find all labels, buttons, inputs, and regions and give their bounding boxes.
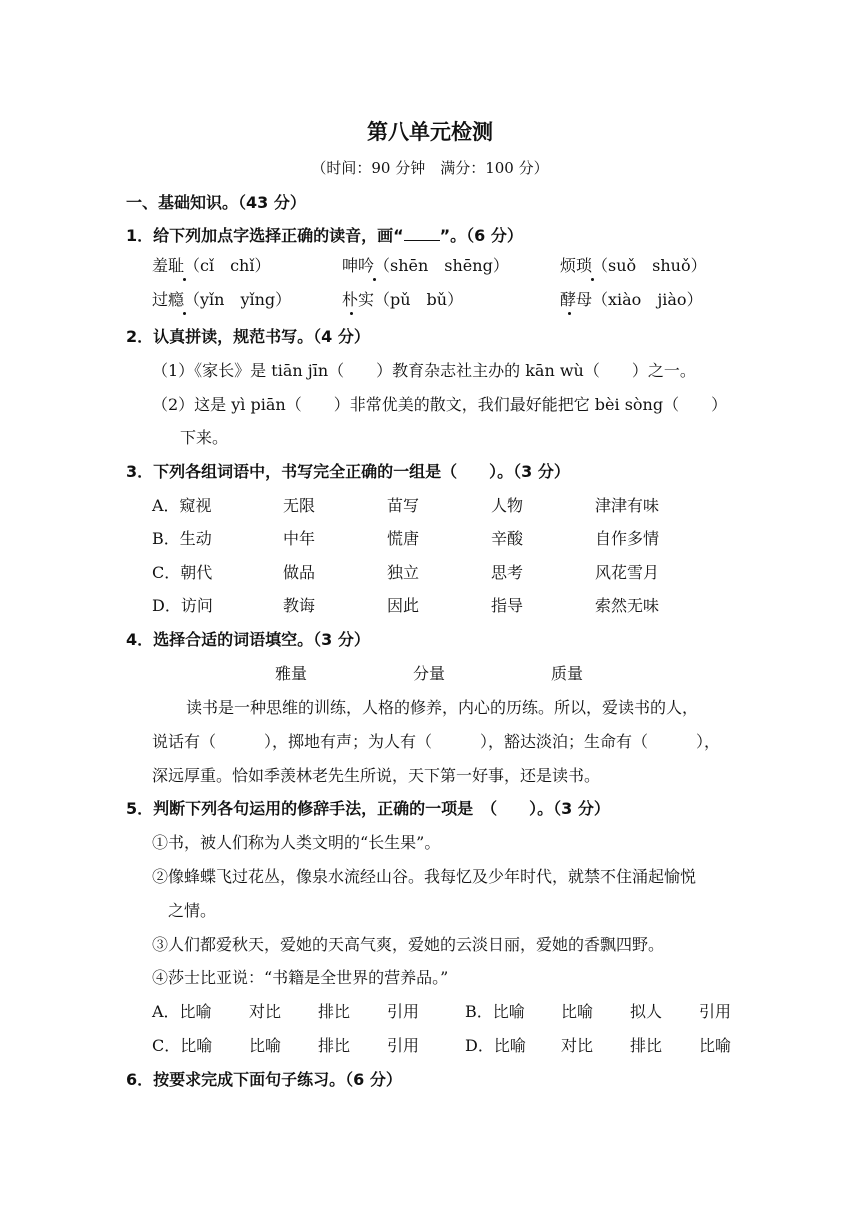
- passage-line: 读书是一种思维的训练，人格的修养，内心的历练。所以，爱读书的人，: [186, 698, 699, 717]
- word-cell: A．窥视: [152, 496, 212, 515]
- pinyin-item: 酵母（xiào jiào）: [560, 290, 703, 309]
- passage-line: 深远厚重。恰如季羡林老先生所说，天下第一好事，还是读书。: [152, 766, 601, 785]
- word-choice: 雅量: [275, 664, 308, 683]
- option-cell: 排比: [318, 1036, 351, 1055]
- question-4-stem: 4．选择合适的词语填空。（3 分）: [126, 630, 370, 649]
- word-cell: 中年: [283, 529, 316, 548]
- passage-line: 说话有（ ），掷地有声；为人有（ ），豁达淡泊；生命有（ ），: [152, 732, 721, 751]
- sentence-4: ④莎士比亚说：“书籍是全世界的营养品。”: [152, 968, 449, 987]
- option-cell: 引用: [387, 1002, 420, 1021]
- word-cell: 人物: [491, 496, 524, 515]
- sentence-2-cont: 之情。: [168, 901, 217, 920]
- question-5-stem: 5．判断下列各句运用的修辞手法，正确的一项是 （ ）。（3 分）: [126, 799, 610, 818]
- pinyin-item: 过瘾（yǐn yǐng）: [152, 290, 292, 309]
- word-cell: 风花雪月: [595, 563, 660, 582]
- option-cell: 引用: [387, 1036, 420, 1055]
- word-cell: 无限: [283, 496, 316, 515]
- emphasis-dot: [183, 312, 186, 315]
- word-cell: 教诲: [283, 596, 316, 615]
- question-1-stem-end: ”。（6 分）: [439, 226, 523, 245]
- question-2-line-2: （2）这是 yì piān（ ）非常优美的散文，我们最好能把它 bèi sòng（ ）: [152, 395, 728, 414]
- question-1-stem: [126, 226, 523, 246]
- question-2-line-1: （1）《家长》是 tiān jīn（ ）教育杂志社主办的 kān wù（ ）之一。: [152, 361, 696, 380]
- word-cell: 索然无味: [595, 596, 660, 615]
- question-2-stem: 2．认真拼读，规范书写。（4 分）: [126, 327, 370, 346]
- option-cell: 对比: [561, 1036, 594, 1055]
- section-heading-basics: 一、基础知识。（43 分）: [126, 193, 306, 212]
- question-6-stem: 6．按要求完成下面句子练习。（6 分）: [126, 1070, 402, 1089]
- word-cell: 苗写: [387, 496, 420, 515]
- option-cell: 拟人: [630, 1002, 663, 1021]
- word-cell: C．朝代: [152, 563, 213, 582]
- word-cell: 辛酸: [491, 529, 524, 548]
- word-choice: 质量: [551, 664, 584, 683]
- option-cell: 排比: [630, 1036, 663, 1055]
- emphasis-dot: [183, 278, 186, 281]
- word-cell: 做品: [283, 563, 316, 582]
- word-cell: 因此: [387, 596, 420, 615]
- word-cell: 慌唐: [387, 529, 420, 548]
- word-cell: B．生动: [152, 529, 212, 548]
- word-cell: 思考: [491, 563, 524, 582]
- emphasis-dot: [591, 278, 594, 281]
- underline-mark: [404, 226, 440, 241]
- emphasis-dot: [568, 312, 571, 315]
- sentence-3: ③人们都爱秋天，爱她的天高气爽，爱她的云淡日丽，爱她的香飘四野。: [152, 935, 665, 954]
- option-cell: B．比喻: [465, 1002, 525, 1021]
- pinyin-item: 呻吟（shēn shēng）: [342, 256, 509, 275]
- option-cell: A．比喻: [152, 1002, 212, 1021]
- pinyin-item: 烦琐（suǒ shuǒ）: [560, 256, 707, 275]
- word-cell: 独立: [387, 563, 420, 582]
- word-cell: 自作多情: [595, 529, 660, 548]
- option-cell: 排比: [318, 1002, 351, 1021]
- pinyin-item: 羞耻（cǐ chǐ）: [152, 256, 271, 275]
- exam-info: （时间：90 分钟 满分：100 分）: [311, 159, 549, 177]
- question-3-stem: 3．下列各组词语中，书写完全正确的一组是（ ）。（3 分）: [126, 462, 570, 481]
- word-cell: D．访问: [152, 596, 213, 615]
- word-choice: 分量: [413, 664, 446, 683]
- pinyin-item: 朴实（pǔ bǔ）: [342, 290, 464, 309]
- option-cell: 对比: [249, 1002, 282, 1021]
- sentence-1: ①书，被人们称为人类文明的“长生果”。: [152, 833, 441, 852]
- option-cell: 比喻: [561, 1002, 594, 1021]
- sentence-2: ②像蜂蝶飞过花丛，像泉水流经山谷。我每忆及少年时代，就禁不住涌起愉悦: [152, 867, 697, 886]
- emphasis-dot: [350, 312, 353, 315]
- question-1-stem-text: 1．给下列加点字选择正确的读音，画“: [126, 226, 404, 245]
- option-cell: C．比喻: [152, 1036, 213, 1055]
- option-cell: 引用: [699, 1002, 732, 1021]
- question-2-line-3: 下来。: [180, 428, 229, 447]
- word-cell: 津津有味: [595, 496, 660, 515]
- option-cell: D．比喻: [465, 1036, 526, 1055]
- emphasis-dot: [373, 278, 376, 281]
- option-cell: 比喻: [249, 1036, 282, 1055]
- page-title: 第八单元检测: [367, 120, 493, 144]
- word-cell: 指导: [491, 596, 524, 615]
- option-cell: 比喻: [699, 1036, 732, 1055]
